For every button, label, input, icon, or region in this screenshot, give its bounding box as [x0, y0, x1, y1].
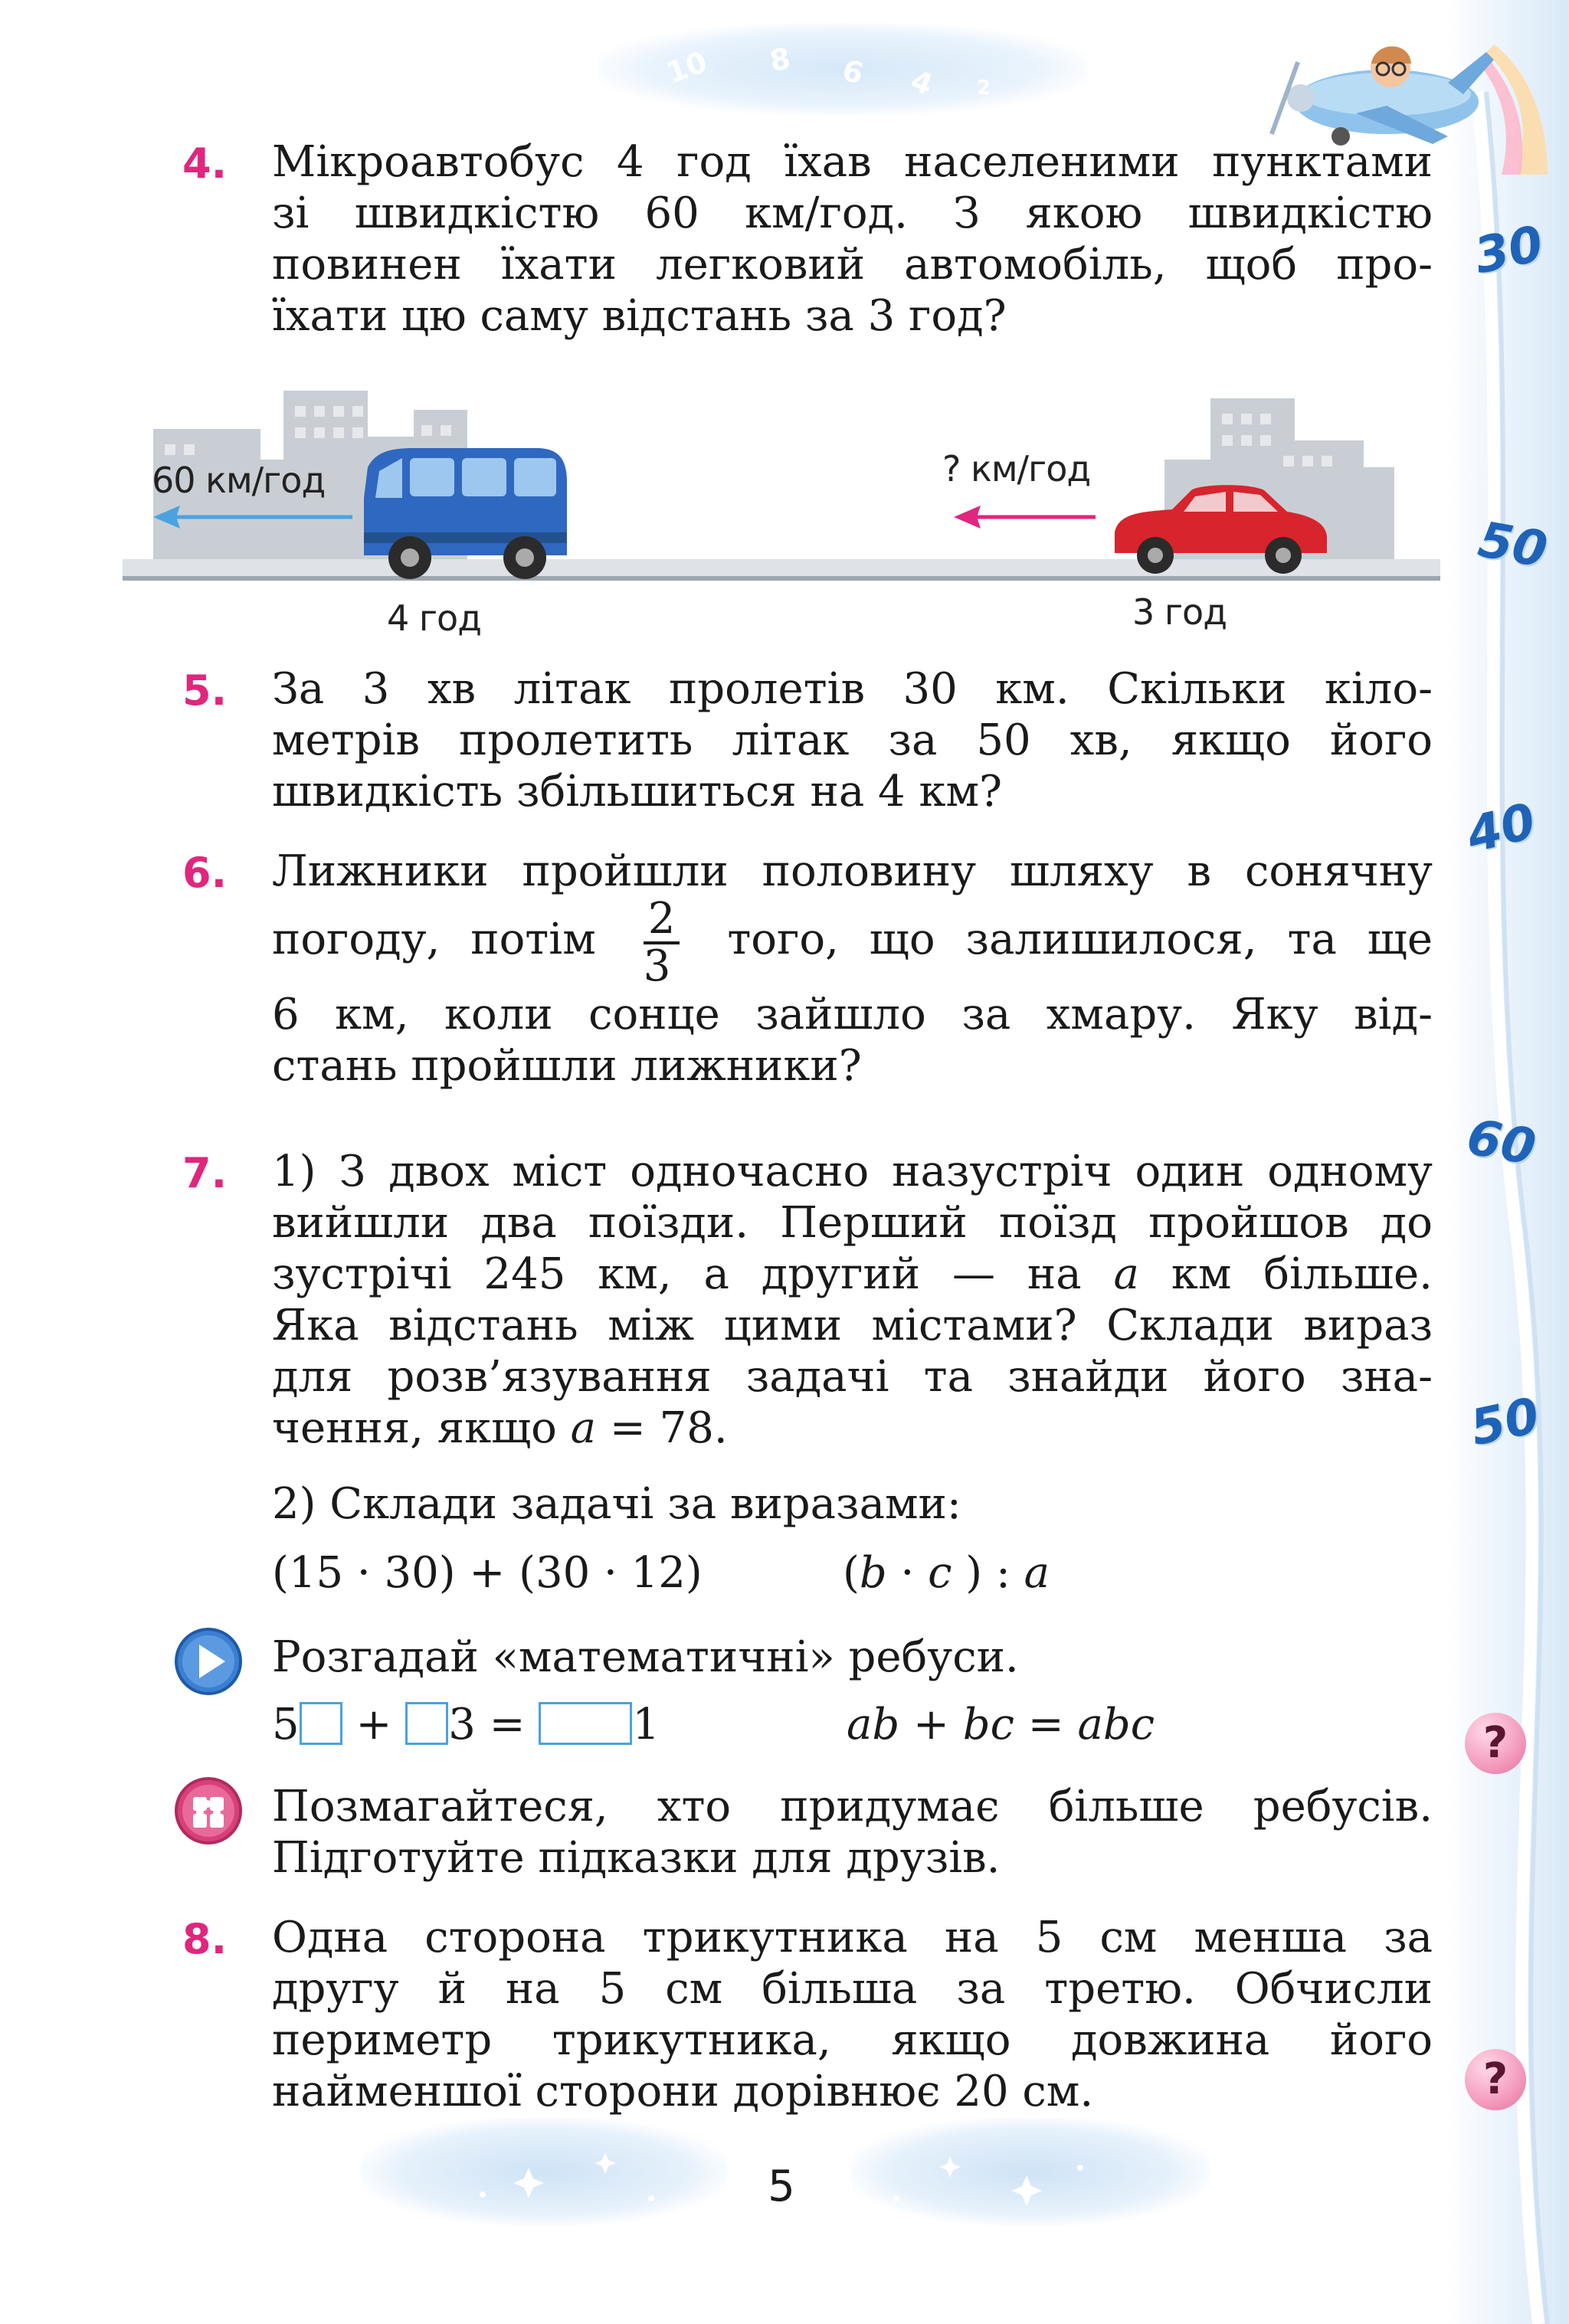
- text-line: вийшли два поїзди. Перший поїзд пройшов до: [272, 1198, 1433, 1248]
- rebus-equation-2: ab + bc = abc: [847, 1700, 1155, 1750]
- text-fragment: погоду, потім: [272, 915, 596, 964]
- text-line: [272, 1403, 1433, 1454]
- task-4-text: [272, 136, 1433, 342]
- cloud-number: 4: [906, 63, 938, 103]
- rebus-equation-1: 5 + 3 = 1: [272, 1700, 660, 1750]
- text-line: Розгадай «математичні» ребуси.: [272, 1632, 1019, 1682]
- rebus-text: [272, 1632, 1433, 1683]
- cloud-number: 10: [662, 44, 712, 90]
- text-line: периметр трикутника, якщо довжина його: [272, 2015, 1433, 2065]
- cloud-number: 6: [838, 53, 867, 91]
- text-line: Лижники пройшли половину шляху в сонячну: [272, 846, 1433, 896]
- sparkle-icons: [345, 2122, 1264, 2229]
- side-number: 50: [1466, 1387, 1544, 1458]
- task-number: 5.: [182, 666, 228, 715]
- text-line: найменшої сторони дорівнює 20 см.: [272, 2067, 1094, 2116]
- answer-box[interactable]: [405, 1702, 448, 1745]
- task-4-illustration: [123, 375, 1440, 666]
- play-icon: [173, 1626, 244, 1697]
- task-7-part-2: [272, 1478, 1433, 1530]
- variable-a: a: [570, 1403, 597, 1453]
- question-mark-icon: ?: [1465, 1713, 1526, 1774]
- side-number: 40: [1461, 793, 1541, 865]
- text-fragment: = 78.: [609, 1403, 728, 1453]
- task-8-text: [272, 1912, 1433, 2117]
- side-number: 50: [1474, 511, 1551, 580]
- text-line: Мікроавтобус 4 год їхав населеними пунктами: [272, 137, 1433, 187]
- text-line: 1) З двох міст одночасно назустріч один одному: [272, 1147, 1433, 1196]
- car-speed-label: ? км/год: [942, 448, 1091, 489]
- text-line: метрів пролетить літак за 50 хв, якщо його: [272, 715, 1433, 765]
- fraction-denominator: 3: [643, 941, 671, 991]
- van-speed-label: 60 км/год: [152, 460, 326, 501]
- task-number: 4.: [182, 139, 228, 188]
- side-number: 60: [1463, 1108, 1540, 1177]
- text-fragment: км більше.: [1171, 1249, 1433, 1299]
- city-road-scene: [123, 375, 1440, 666]
- task-7-expressions: [272, 1547, 1433, 1599]
- task-number: 8.: [182, 1915, 228, 1963]
- variable-a: a: [1113, 1249, 1139, 1299]
- answer-box-double[interactable]: [539, 1702, 632, 1745]
- cloud-number: 2: [977, 77, 991, 100]
- task-5-text: [272, 663, 1433, 817]
- contest-text: [272, 1781, 1433, 1884]
- text-fragment: того, що залишилося, та ще: [727, 915, 1433, 964]
- side-number: 30: [1469, 215, 1548, 286]
- task-6-text: [272, 846, 1433, 1092]
- van-time-label: 4 год: [387, 597, 482, 639]
- text-line: повинен їхати легковий автомобіль, щоб про-: [272, 240, 1433, 290]
- question-mark-icon: ?: [1465, 2049, 1526, 2110]
- page-number: 5: [768, 2162, 795, 2211]
- top-cloud: [598, 23, 1088, 115]
- text-fragment: зустрічі 245 км, а другий — на: [272, 1249, 1082, 1299]
- rebus-equations: [272, 1699, 1433, 1750]
- text-line: Одна сторона трикутника на 5 см менша за: [272, 1913, 1433, 1962]
- text-line: другу й на 5 см більша за третю. Обчисли: [272, 1964, 1433, 2014]
- fraction-numerator: 2: [644, 897, 680, 944]
- cloud-number: 8: [767, 41, 794, 78]
- expression-1: (15 · 30) + (30 · 12): [272, 1548, 703, 1598]
- text-line: швидкість збільшиться на 4 км?: [272, 767, 1003, 817]
- text-line: [272, 1249, 1433, 1300]
- text-line: Яка відстань між цими містами? Склади вираз: [272, 1301, 1433, 1350]
- text-line: 2) Склади задачі за виразами:: [272, 1479, 961, 1529]
- text-line: За 3 хв літак пролетів 30 км. Скільки кіло-: [272, 664, 1433, 714]
- car-time-label: 3 год: [1132, 591, 1227, 633]
- text-line: для розв’язування задачі та знайди його зна-: [272, 1352, 1433, 1402]
- answer-box[interactable]: [300, 1702, 342, 1745]
- text-line: стань пройшли лижники?: [272, 1040, 862, 1091]
- task-number: 6.: [182, 849, 228, 897]
- text-line: Позмагайтеся, хто придумає більше ребусів.: [272, 1782, 1433, 1831]
- fraction: [643, 893, 680, 991]
- text-line: 6 км, коли сонце зайшло за хмару. Яку від-: [272, 989, 1433, 1039]
- task-7-text: [272, 1146, 1433, 1454]
- expression-2: (b · c ) : a: [843, 1548, 1050, 1598]
- puzzle-icon: [173, 1776, 244, 1846]
- text-line-with-fraction: [272, 894, 1433, 989]
- task-number: 7.: [182, 1149, 228, 1197]
- text-fragment: чення, якщо: [272, 1403, 557, 1453]
- text-line: зі швидкістю 60 км/год. З якою швидкістю: [272, 188, 1433, 238]
- text-line: Підготуйте підказки для друзів.: [272, 1833, 1001, 1883]
- text-line: їхати цю саму відстань за 3 год?: [272, 291, 1007, 341]
